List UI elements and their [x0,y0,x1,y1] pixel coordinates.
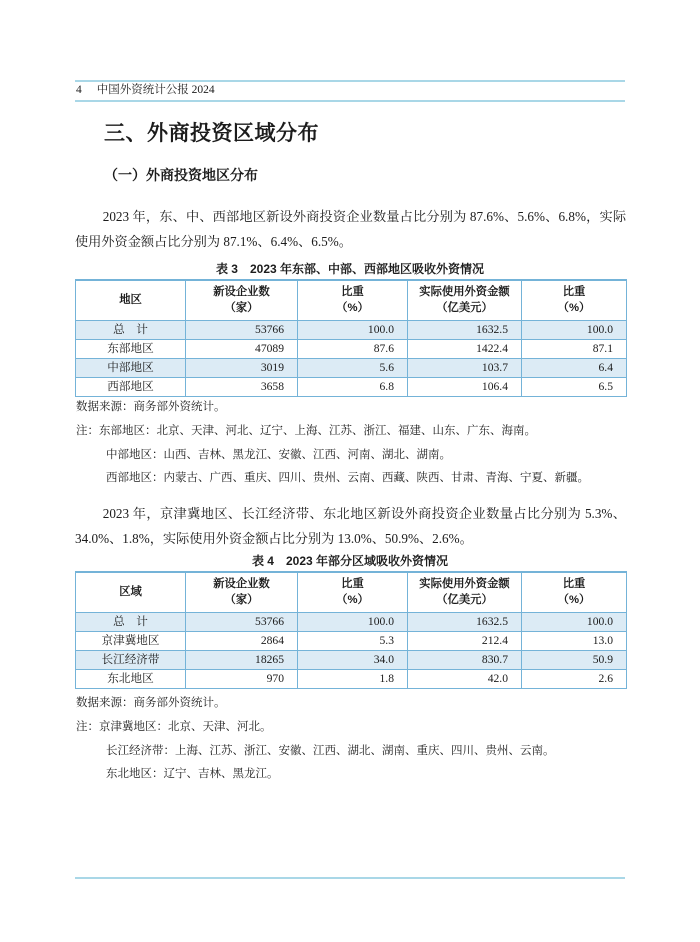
table-note: 长江经济带：上海、江苏、浙江、安徽、江西、湖北、湖南、重庆、四川、贵州、云南。 [106,744,555,757]
column-header: 实际使用外资金额 （亿美元） [408,280,522,320]
subsection-title: （一）外商投资地区分布 [104,167,258,183]
table-cell: 87.1 [522,339,627,358]
column-header: 比重 （%） [522,280,627,320]
table4-notes [76,716,625,787]
table-cell: 34.0 [298,650,408,669]
row-label: 东北地区 [76,669,186,688]
paragraph-east-central-west: 2023 年，东、中、西部地区新设外商投资企业数量占比分别为 87.6%、5.6%、6.8%，实际使用外资金额占比分别为 87.1%、6.4%、6.5%。 [75,209,626,249]
table-cell: 1422.4 [408,339,522,358]
paragraph-economic-belts: 2023 年，京津冀地区、长江经济带、东北地区新设外商投资企业数量占比分别为 5.3%、34.0%、1.8%，实际使用外资金额占比分别为 13.0%、50.9%、2.6%。 [75,506,626,546]
row-label: 中部地区 [76,358,186,377]
table-cell: 103.7 [408,358,522,377]
table-row [76,377,627,396]
row-label: 京津冀地区 [76,631,186,650]
table3-data-source: 数据来源：商务部外资统计。 [76,401,226,413]
table-row [76,320,627,339]
book-title: 中国外资统计公报 2024 [96,84,215,96]
table-cell: 100.0 [298,320,408,339]
table-cell: 53766 [186,320,298,339]
table-cell: 47089 [186,339,298,358]
column-header: 新设企业数 （家） [186,572,298,612]
table-cell: 2.6 [522,669,627,688]
column-header: 地区 [76,280,186,320]
table-cell: 18265 [186,650,298,669]
row-label: 东部地区 [76,339,186,358]
page-number: 4 [76,84,82,96]
column-header: 比重 （%） [522,572,627,612]
table-cell: 3658 [186,377,298,396]
table-cell: 1.8 [298,669,408,688]
table-cell: 6.5 [522,377,627,396]
table-cell: 970 [186,669,298,688]
footer-rule [75,877,625,879]
row-label: 西部地区 [76,377,186,396]
table-cell: 830.7 [408,650,522,669]
table-row [76,358,627,377]
section-title: 三、外商投资区域分布 [104,121,319,145]
table-cell: 13.0 [522,631,627,650]
table4-data-source: 数据来源：商务部外资统计。 [76,697,226,709]
table-cell: 1632.5 [408,320,522,339]
table-cell: 53766 [186,612,298,631]
column-header: 新设企业数 （家） [186,280,298,320]
column-header: 比重 （%） [298,572,408,612]
table-cell: 106.4 [408,377,522,396]
table-row [76,631,627,650]
table-cell: 100.0 [298,612,408,631]
table4-caption: 表 4 2023 年部分区域吸收外资情况 [251,554,449,568]
table-note: 西部地区：内蒙古、广西、重庆、四川、贵州、云南、西藏、陕西、甘肃、青海、宁夏、新疆。 [106,472,589,484]
table-note: 中部地区：山西、吉林、黑龙江、安徽、江西、河南、湖北、湖南。 [106,448,451,461]
table-cell: 5.6 [298,358,408,377]
table3-notes [76,420,625,491]
table-note: 注：京津冀地区：北京、天津、河北。 [76,721,272,733]
table-row [76,612,627,631]
table-cell: 2864 [186,631,298,650]
table-cell: 100.0 [522,612,627,631]
table-cell: 6.4 [522,358,627,377]
table-cell: 100.0 [522,320,627,339]
row-label: 长江经济带 [76,650,186,669]
table-cell: 3019 [186,358,298,377]
row-label: 总 计 [76,612,186,631]
row-label: 总 计 [76,320,186,339]
table-row [76,339,627,358]
table-cell: 5.3 [298,631,408,650]
table-header-row [76,572,627,612]
column-header: 比重 （%） [298,280,408,320]
table-cell: 1632.5 [408,612,522,631]
column-header: 区域 [76,572,186,612]
table-note: 注：东部地区：北京、天津、河北、辽宁、上海、江苏、浙江、福建、山东、广东、海南。 [76,425,536,437]
header-rule-bottom [75,100,625,102]
table-row [76,650,627,669]
table-row [76,669,627,688]
column-header: 实际使用外资金额 （亿美元） [408,572,522,612]
table-cell: 6.8 [298,377,408,396]
header-rule-top [75,80,625,82]
table3-caption: 表 3 2023 年东部、中部、西部地区吸收外资情况 [215,262,485,276]
table-cell: 50.9 [522,650,627,669]
table-cell: 42.0 [408,669,522,688]
table4-absorbed-fdi-by-belt [75,571,627,689]
table3-absorbed-fdi-by-region [75,279,627,397]
table-note: 东北地区：辽宁、吉林、黑龙江。 [106,768,279,780]
running-header [76,83,215,98]
table-cell: 212.4 [408,631,522,650]
table-cell: 87.6 [298,339,408,358]
table-header-row [76,280,627,320]
